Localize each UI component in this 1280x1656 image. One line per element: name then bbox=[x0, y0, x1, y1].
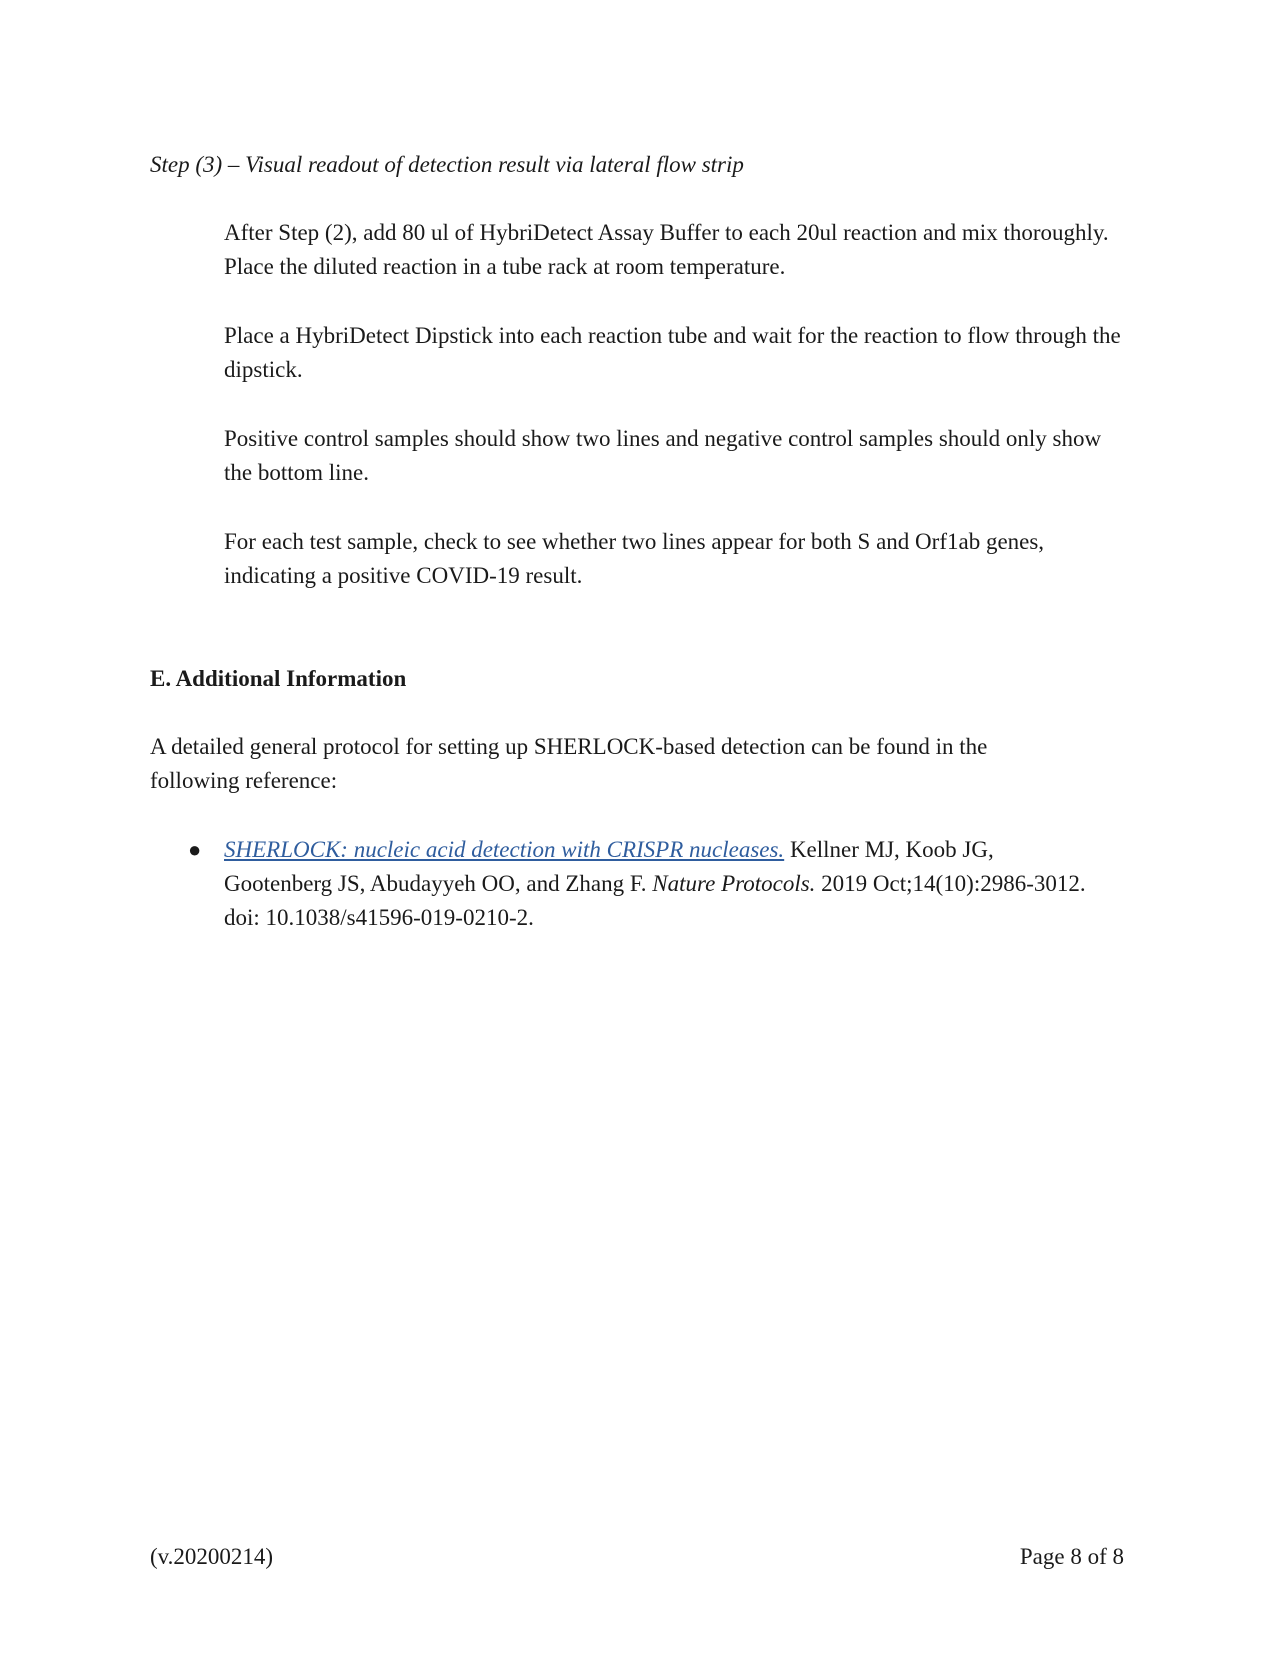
footer-version: (v.20200214) bbox=[150, 1544, 274, 1569]
reference-link[interactable]: SHERLOCK: nucleic acid detection with CRISPR nucleases. bbox=[224, 837, 785, 862]
paragraph-controls: Positive control samples should show two lines and negative control samples should only show the bottom line. bbox=[224, 426, 1102, 485]
section-heading: E. Additional Information bbox=[150, 666, 407, 691]
footer-page-number: Page 8 of 8 bbox=[1019, 1544, 1124, 1569]
paragraph-dipstick: Place a HybriDetect Dipstick into each reaction tube and wait for the reaction to flow through the dipstick. bbox=[224, 323, 1121, 382]
reference-list bbox=[188, 833, 1104, 935]
bullet-icon: ● bbox=[188, 837, 202, 862]
reference-journal: Nature Protocols. bbox=[652, 871, 816, 896]
step-heading: Step (3) – Visual readout of detection result via lateral flow strip bbox=[150, 152, 744, 177]
reference-item bbox=[188, 833, 1104, 935]
paragraph-test-sample: For each test sample, check to see whether two lines appear for both S and Orf1ab genes, indicating a positive COVID-19 result. bbox=[224, 529, 1045, 588]
paragraph-assay-buffer: After Step (2), add 80 ul of HybriDetect Assay Buffer to each 20ul reaction and mix thoroughly. Place the diluted reaction in a tube rack at room temperature. bbox=[224, 220, 1109, 279]
reference-authors: Kellner MJ, Koob JG, Gootenberg JS, Abudayyeh OO, and Zhang F. bbox=[224, 837, 994, 896]
reference-citation: 2019 Oct;14(10):2986-3012. doi: 10.1038/s41596-019-0210-2. bbox=[224, 871, 1086, 930]
section-intro: A detailed general protocol for setting up SHERLOCK-based detection can be found in the following reference: bbox=[150, 734, 988, 793]
